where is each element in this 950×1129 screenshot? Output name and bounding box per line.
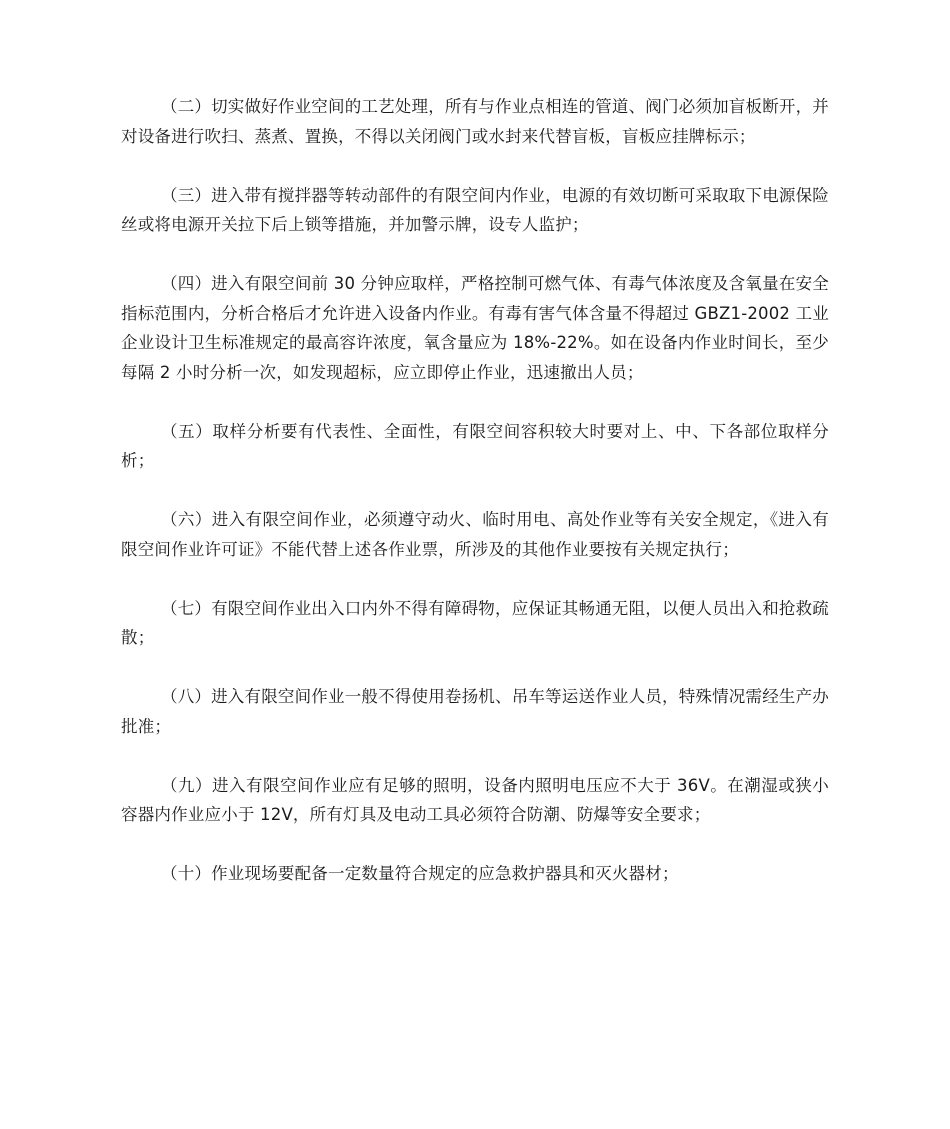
paragraph-3: （三）进入带有搅拌器等转动部件的有限空间内作业，电源的有效切断可采取取下电源保险丝或将电源开关拉下后上锁等措施，并加警示牌，设专人监护； [121, 185, 829, 234]
paragraph-6: （六）进入有限空间作业，必须遵守动火、临时用电、高处作业等有关安全规定，《进入有限空间作业许可证》不能代替上述各作业票，所涉及的其他作业要按有关规定执行； [121, 510, 829, 559]
paragraph-2: （二）切实做好作业空间的工艺处理，所有与作业点相连的管道、阀门必须加盲板断开，并对设备进行吹扫、蒸煮、置换，不得以关闭阀门或水封来代替盲板，盲板应挂牌标示； [121, 97, 829, 146]
paragraph-10: （十）作业现场要配备一定数量符合规定的应急救护器具和灭火器材； [161, 864, 679, 883]
paragraph-7: （七）有限空间作业出入口内外不得有障碍物，应保证其畅通无阻，以便人员出入和抢救疏散； [121, 598, 829, 647]
paragraph-9: （九）进入有限空间作业应有足够的照明，设备内照明电压应不大于 36V。在潮湿或狭小容器内作业应小于 12V，所有灯具及电动工具必须符合防潮、防爆等安全要求； [121, 775, 829, 824]
document-body [121, 92, 829, 918]
paragraph-4: （四）进入有限空间前 30 分钟应取样，严格控制可燃气体、有毒气体浓度及含氧量在安全指标范围内，分析合格后才允许进入设备内作业。有毒有害气体含量不得超过 GBZ1-2002 工业企业设计卫生标准规定的最高容许浓度，氧含量应为 18%-22%。如在设备内作业时间长，至少每隔 2 小时分析一次，如发现超标，应立即停止作业，迅速撤出人员； [121, 274, 829, 382]
paragraph-8: （八）进入有限空间作业一般不得使用卷扬机、吊车等运送作业人员，特殊情况需经生产办批准； [121, 687, 829, 736]
paragraph-5: （五）取样分析要有代表性、全面性，有限空间容积较大时要对上、中、下各部位取样分析； [121, 421, 829, 470]
